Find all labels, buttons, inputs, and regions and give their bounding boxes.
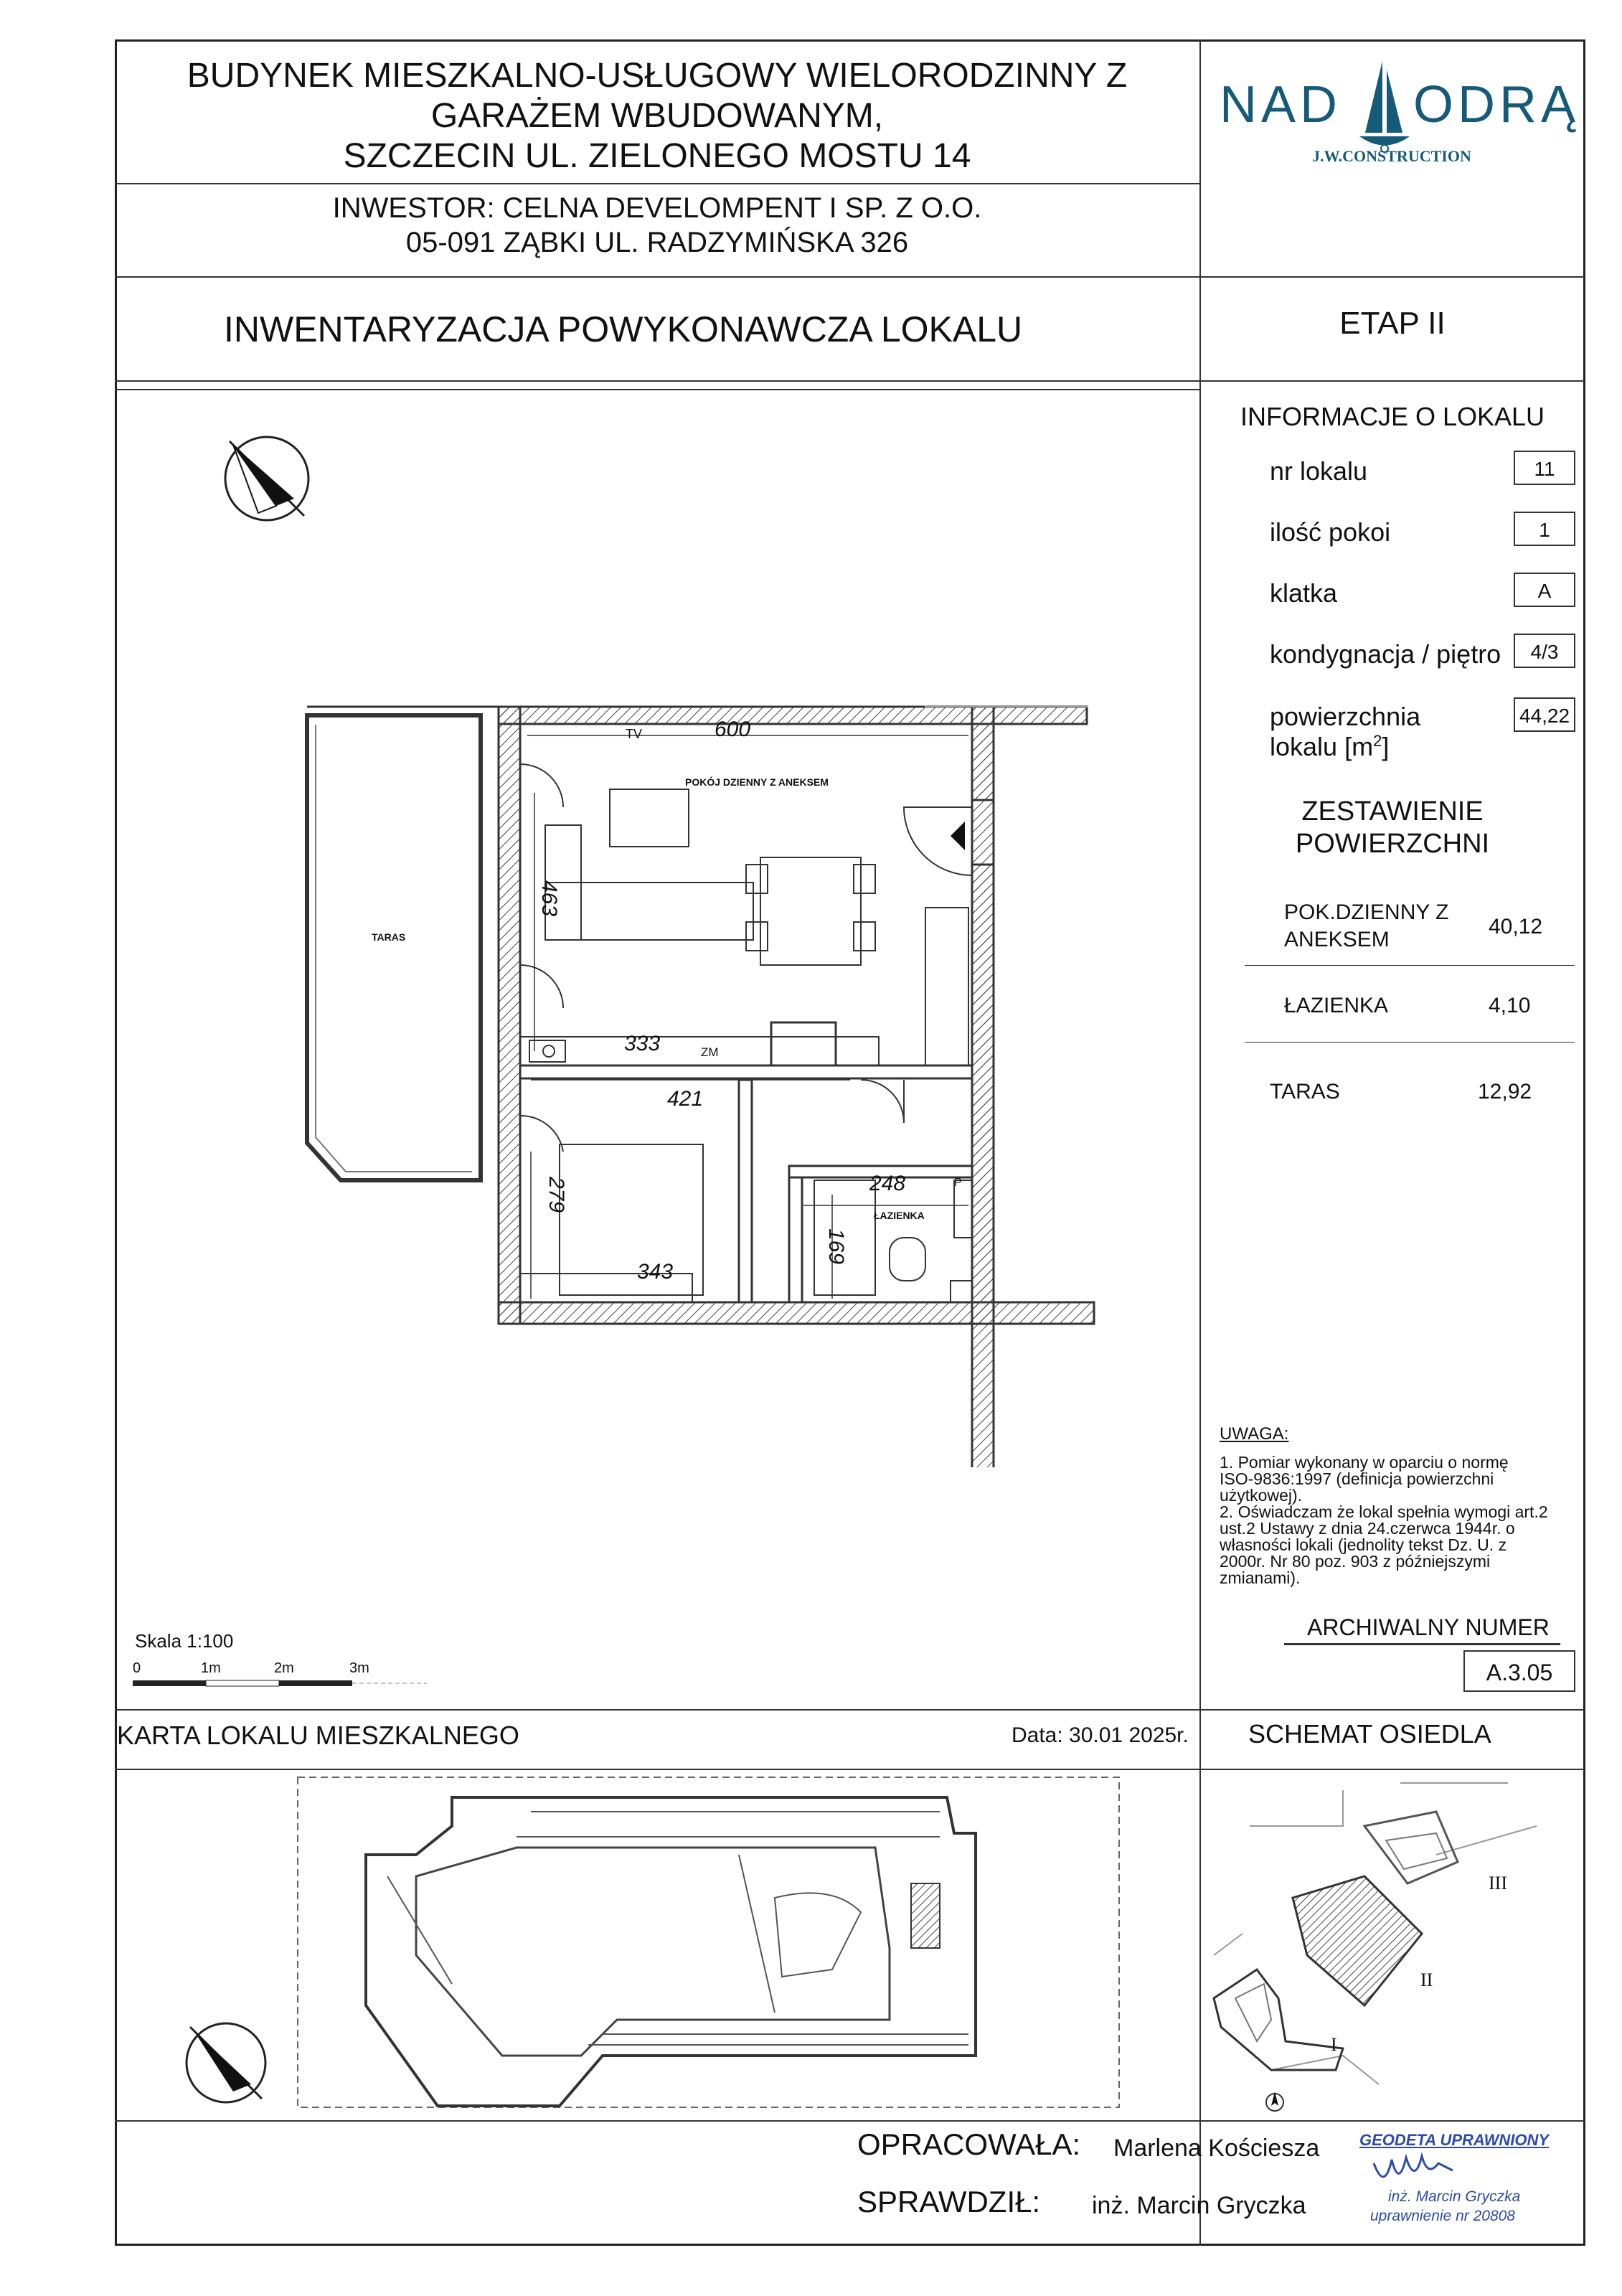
info-heading: INFORMACJE O LOKALU bbox=[1240, 402, 1545, 431]
info-label-floor: kondygnacja / piętro bbox=[1270, 639, 1501, 669]
stamp-line-1: GEODETA UPRAWNIONY bbox=[1359, 2131, 1550, 2149]
notes-list bbox=[1220, 1454, 1548, 1586]
logo-text-right: ODRĄ bbox=[1413, 76, 1580, 133]
building-label-1: I bbox=[1331, 2034, 1337, 2055]
checked-label: SPRAWDZIŁ: bbox=[857, 2185, 1041, 2219]
title-line-1: BUDYNEK MIESZKALNO-USŁUGOWY WIELORODZINNY Z bbox=[187, 57, 1128, 95]
scale-tick-1: 1m bbox=[201, 1660, 221, 1676]
stamp-line-2: inż. Marcin Gryczka bbox=[1388, 2188, 1521, 2205]
info-label-rooms: ilość pokoi bbox=[1270, 517, 1391, 547]
summary-room2-value: 4,10 bbox=[1489, 994, 1531, 1017]
info-label-area-1: powierzchnia bbox=[1270, 702, 1421, 731]
logo-text-left: NAD bbox=[1220, 76, 1342, 133]
building-label-2: II bbox=[1420, 1970, 1433, 1990]
area-label-sup: 2 bbox=[1373, 732, 1382, 750]
north-icon bbox=[1266, 2092, 1283, 2111]
area-label-end: ] bbox=[1382, 732, 1390, 761]
dim-333: 333 bbox=[624, 1032, 661, 1055]
note-line: 2000r. Nr 80 poz. 903 z późniejszymi bbox=[1220, 1552, 1491, 1571]
divider bbox=[115, 380, 1585, 382]
tv-label: TV bbox=[626, 727, 643, 741]
notes-heading: UWAGA: bbox=[1220, 1424, 1289, 1444]
scale-label: Skala 1:100 bbox=[135, 1630, 234, 1652]
info-label-staircase: klatka bbox=[1270, 578, 1338, 608]
dim-279: 279 bbox=[544, 1176, 569, 1213]
card-title: KARTA LOKALU MIESZKALNEGO bbox=[117, 1721, 519, 1750]
area-label-text: lokalu [m bbox=[1270, 732, 1374, 761]
title-line-3: SZCZECIN UL. ZIELONEGO MOSTU 14 bbox=[343, 137, 971, 175]
dim-343: 343 bbox=[637, 1260, 674, 1284]
note-line: 2. Oświadczam że lokal spełnia wymogi art.2 bbox=[1220, 1502, 1548, 1521]
building-label-3: III bbox=[1489, 1873, 1507, 1893]
zm-label: ZM bbox=[701, 1045, 719, 1059]
info-value-number: 11 bbox=[1514, 451, 1575, 485]
note-line: ust.2 Ustawy z dnia 24.czerwca 1944r. o bbox=[1220, 1519, 1515, 1538]
info-value-staircase: A bbox=[1514, 573, 1575, 607]
divider bbox=[115, 2120, 1585, 2122]
info-value-floor: 4/3 bbox=[1514, 634, 1575, 668]
estate-scheme bbox=[1199, 1769, 1585, 2120]
divider bbox=[115, 276, 1585, 278]
title-line-2: GARAŻEM WBUDOWANYM, bbox=[430, 97, 884, 135]
archive-label: ARCHIWALNY NUMER bbox=[1307, 1614, 1550, 1640]
divider bbox=[115, 1709, 1585, 1711]
checked-name: inż. Marcin Gryczka bbox=[1092, 2192, 1306, 2219]
note-line: 1. Pomiar wykonany w oparciu o normę bbox=[1220, 1453, 1509, 1472]
info-label-area-2 bbox=[1270, 732, 1389, 762]
dim-421: 421 bbox=[667, 1087, 704, 1111]
investor-line-2: 05-091 ZĄBKI UL. RADZYMIŃSKA 326 bbox=[405, 227, 909, 258]
scale-tick-0: 0 bbox=[133, 1660, 141, 1676]
prepared-label: OPRACOWAŁA: bbox=[857, 2127, 1081, 2161]
surveyor-stamp bbox=[1359, 2127, 1564, 2235]
note-line: ISO-9836:1997 (definicja powierzchni bbox=[1220, 1469, 1494, 1488]
divider bbox=[115, 183, 1199, 184]
info-label-number: nr lokalu bbox=[1270, 456, 1368, 486]
document-title: INWENTARYZACJA POWYKONAWCZA LOKALU bbox=[224, 309, 1023, 349]
dim-248: 248 bbox=[869, 1172, 906, 1195]
company-logo bbox=[1220, 54, 1580, 176]
summary-terrace-value: 12,92 bbox=[1478, 1080, 1532, 1104]
site-map bbox=[115, 1769, 1199, 2120]
room-living-label: POKÓJ DZIENNY Z ANEKSEM bbox=[685, 776, 829, 788]
summary-room1-line1: POK.DZIENNY Z bbox=[1284, 900, 1449, 924]
summary-room1-line2: ANEKSEM bbox=[1284, 928, 1390, 951]
estate-title: SCHEMAT OSIEDLA bbox=[1248, 1719, 1491, 1749]
summary-room2: ŁAZIENKA bbox=[1284, 994, 1389, 1017]
dim-600: 600 bbox=[715, 718, 751, 741]
p-label: P bbox=[954, 1177, 962, 1189]
divider bbox=[115, 389, 1199, 390]
info-value-area: 44,22 bbox=[1514, 697, 1575, 732]
summary-terrace: TARAS bbox=[1270, 1080, 1340, 1104]
dim-169: 169 bbox=[824, 1228, 849, 1265]
logo-subtitle: J.W.CONSTRUCTION bbox=[1312, 147, 1471, 165]
note-line: własności lokali (jednolity tekst Dz. U. z bbox=[1220, 1535, 1507, 1554]
scale-tick-2: 2m bbox=[274, 1660, 294, 1676]
scale-bar bbox=[133, 1678, 434, 1692]
floor-plan bbox=[115, 391, 1198, 1467]
stamp-line-3: uprawnienie nr 20808 bbox=[1370, 2208, 1515, 2224]
note-line: użytkowej). bbox=[1220, 1486, 1303, 1505]
note-line: zmianami). bbox=[1220, 1568, 1301, 1587]
summary-heading-1: ZESTAWIENIE bbox=[1301, 796, 1484, 827]
dim-463: 463 bbox=[537, 880, 562, 917]
investor-line-1: INWESTOR: CELNA DEVELOMPENT I SP. Z O.O. bbox=[332, 192, 982, 224]
north-arrow-icon bbox=[225, 437, 308, 520]
archive-underline bbox=[1284, 1643, 1560, 1645]
summary-divider bbox=[1245, 965, 1575, 966]
summary-heading-2: POWIERZCHNI bbox=[1295, 829, 1490, 859]
signature-icon bbox=[1370, 2149, 1456, 2192]
card-date: Data: 30.01 2025r. bbox=[1012, 1723, 1189, 1747]
prepared-name: Marlena Kościesza bbox=[1113, 2135, 1320, 2162]
stage-label: ETAP II bbox=[1339, 306, 1446, 341]
sailboat-icon bbox=[1352, 54, 1417, 161]
summary-divider bbox=[1245, 1042, 1575, 1043]
compass-icon bbox=[187, 2023, 265, 2102]
info-value-rooms: 1 bbox=[1514, 512, 1575, 546]
terrace-label: TARAS bbox=[372, 931, 406, 943]
archive-value: A.3.05 bbox=[1463, 1650, 1575, 1692]
room-bath-label: ŁAZIENKA bbox=[874, 1210, 925, 1221]
summary-room1-value: 40,12 bbox=[1489, 915, 1543, 938]
scale-tick-3: 3m bbox=[349, 1660, 369, 1676]
